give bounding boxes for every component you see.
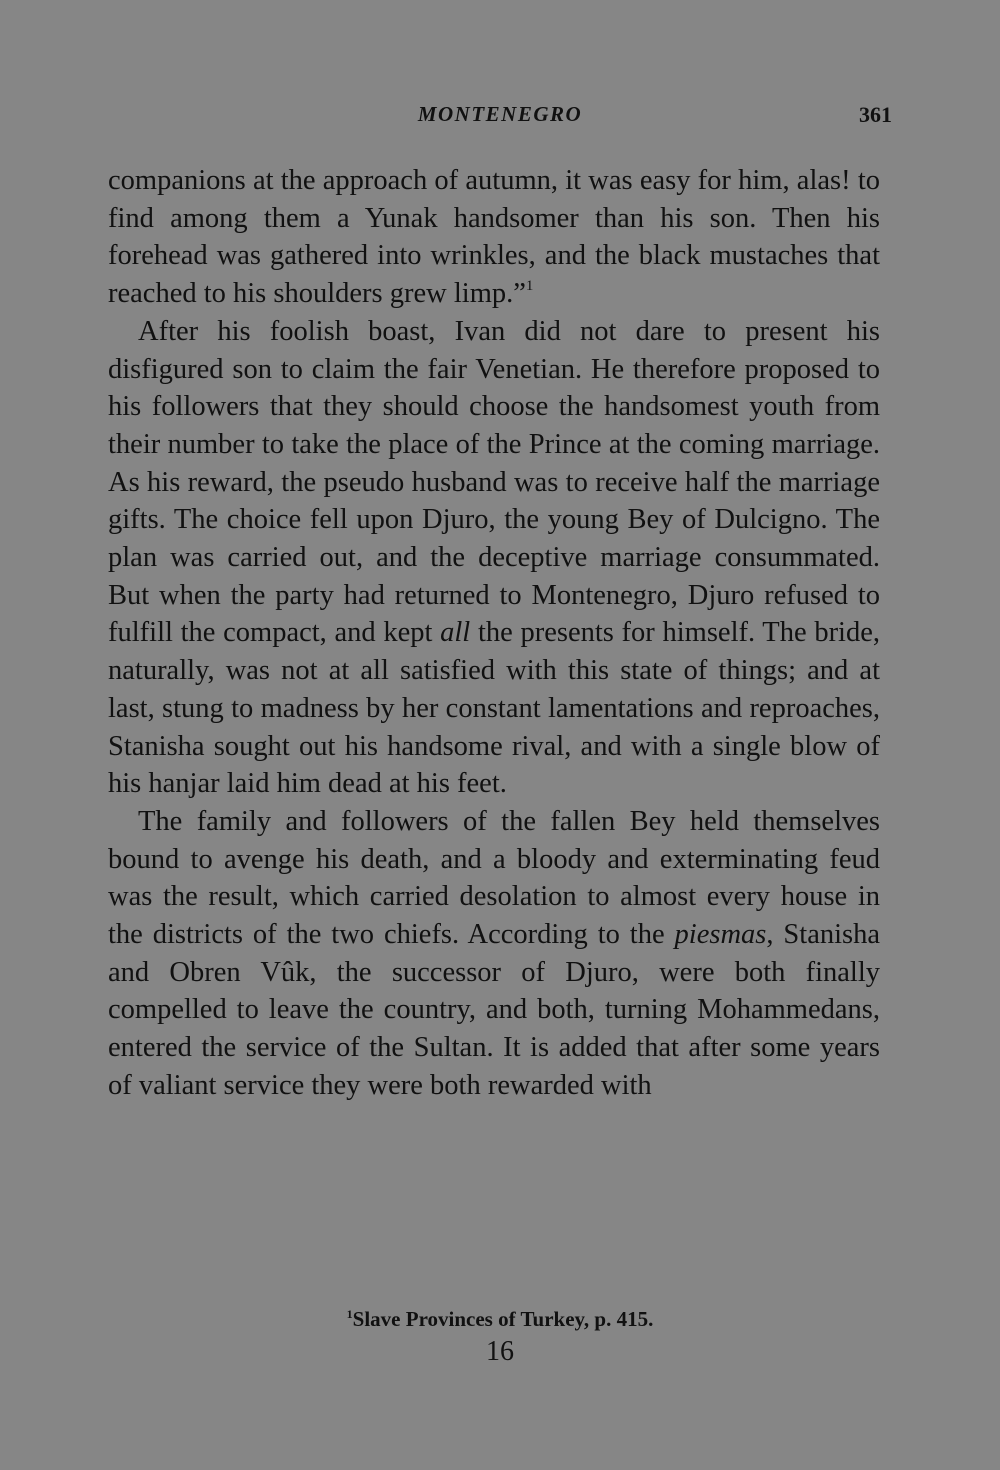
- body-text: [108, 162, 880, 1105]
- page-header: [0, 100, 1000, 136]
- footnote-text: Slave Provinces of Turkey, p. 415.: [352, 1307, 654, 1331]
- page-number: 361: [859, 102, 892, 127]
- italic-word: all: [440, 617, 471, 649]
- footnote: [0, 1307, 1000, 1332]
- running-title: MONTENEGRO: [417, 102, 583, 126]
- paragraph-text: After his foolish boast, Ivan did not dare to present his disfigured son to claim the fair Venetian. He therefore proposed to his followers that they should choose the handsomest youth from their number to take the place of the Prince at the coming marriage. As his reward, the pseudo husband was to receive half the marriage gifts. The choice fell upon Djuro, the young Bey of Dulcigno. The plan was carried out, and the deceptive marriage consummated. But when the party had returned to Montenegro, Djuro refused to fulfill the compact, and kept: [108, 315, 880, 649]
- paragraph-text: , Stanisha and Obren Vûk, the successor of Djuro, were both finally compelled to leave the country, and both, turning Mohammedans, entered the service of the Sultan. It is added that after some years of valiant service they were both rewarded with: [108, 919, 881, 1101]
- paragraph: [108, 313, 880, 803]
- paragraph-text: The family and followers of the fallen Bey held themselves bound to avenge his death, and a bloody and exterminating feud was the result, which carried desolation to almost every house in the districts of the two chiefs. According to the: [108, 805, 880, 951]
- italic-word: piesmas: [674, 919, 767, 951]
- signature-mark: 16: [486, 1336, 514, 1367]
- paragraph: [108, 803, 880, 1105]
- footnote-mark: 1: [346, 1307, 353, 1321]
- footnote-reference: 1: [525, 278, 534, 295]
- paragraph-text: the presents for himself. The bride, naturally, was not at all satisfied with this state of things; and at last, stung to madness by her constant lamentations and reproaches, Stanisha sought out his handsome rival, and with a single blow of his hanjar laid him dead at his feet.: [108, 617, 880, 800]
- paragraph: [108, 162, 880, 313]
- paragraph-text: companions at the approach of autumn, it was easy for him, alas! to find among them a Yunak handsomer than his son. Then his forehead was gathered into wrinkles, and the black mustaches that reached to his shoulders grew limp.”: [108, 165, 880, 310]
